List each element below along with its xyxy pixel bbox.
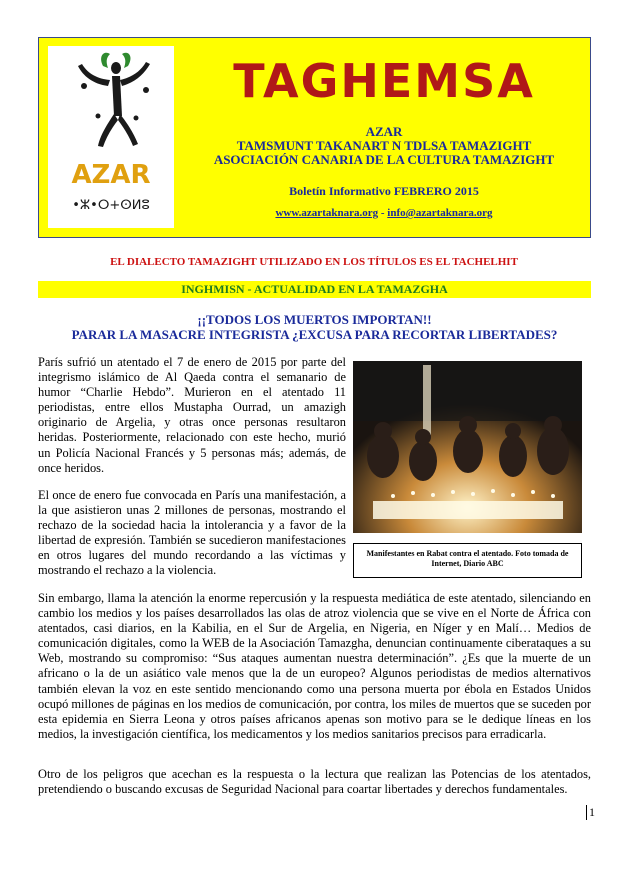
email-link[interactable]: info@azartaknara.org <box>387 207 493 219</box>
photo-caption: Manifestantes en Rabat contra el atentado. Foto tomada de Internet, Diario ABC <box>353 543 582 578</box>
paragraph-4: Otro de los peligros que acechan es la respuesta o la lectura que realizan las Potencias de los atentados, pretendiendo o buscando excusas de Seguridad Nacional para coartar libertades y derechos fundamentales. <box>38 767 591 797</box>
newsletter-title: TAGHEMSA <box>233 54 535 108</box>
section-title: INGHMISN - ACTUALIDAD EN LA TAMAZGHA <box>38 281 591 298</box>
protest-photo <box>353 361 582 533</box>
org-line-tamazight: TAMSMUNT TAKANART N TDLSA TAMAZIGHT <box>236 138 532 153</box>
dialect-note: EL DIALECTO TAMAZIGHT UTILIZADO EN LOS TÍTULOS ES EL TACHELHIT <box>110 256 518 268</box>
newsletter-header <box>38 37 591 238</box>
link-separator: - <box>378 207 388 219</box>
paragraph-2: El once de enero fue convocada en París una manifestación, a la que asistieron unas 2 millones de personas, mostrando el rechazo de la sociedad hacia la intolerancia y a favor de la libertad de expresión. También se sucedieron manifestaciones en otros lugares del mundo recordando a las víctimas y mostrando el rechazo a la violencia. <box>38 488 346 578</box>
logo-tifinagh: •ⵣ•ⵔ+ⵙⵍⵓ <box>72 198 150 213</box>
org-name: AZAR <box>365 124 403 139</box>
website-link[interactable]: www.azartaknara.org <box>275 207 379 219</box>
org-line-spanish: ASOCIACIÓN CANARIA DE LA CULTURA TAMAZIGHT <box>213 152 555 167</box>
headline-line1: ¡¡TODOS LOS MUERTOS IMPORTAN!! <box>197 312 432 327</box>
page-number: 1 <box>586 805 595 820</box>
azar-logo <box>48 46 174 228</box>
contact-links <box>179 206 589 221</box>
bulletin-date: Boletín Informativo FEBRERO 2015 <box>289 184 479 198</box>
paragraph-3: Sin embargo, llama la atención la enorme repercusión y la respuesta mediática de este atentado, silenciando en cambio los medios y los países desarrollados las olas de atroz violencia que se vive en el Norte de África con atentados, casi diarios, en la Kabilia, en el Sur de Argelia, en Nigeria, en Níger y en Malí… Medios de comunicación digitales, como la WEB de la Asociación Tamazgha, denuncian continuamente ciberataques a su Web, mostrando su compromiso: “Sus ataques aumentan nuestra determinación”. ¿Es que la muerte de un africano o la de un asiático vale menos que la de un europeo? Algunos periodistas de medios alternativos también elevan la voz en este sentido mencionando como una persona muerta por ébola en Estados Unidos ocupó millones de páginas en los medios de comunicación, por contra, los miles de muertos que se suceden por esta epidemia en Sierra Leona y otros países africanos apenas son motivo para se le dedique líneas en los medios, la investigación científica, los medicamentos y los medios sanitarios precisos para erradicarla. <box>38 591 591 741</box>
logo-text: AZAR <box>71 160 151 190</box>
paragraph-1: París sufrió un atentado el 7 de enero de 2015 por parte del integrismo islámico de Al Qaeda contra el semanario de humor “Charlie Hebdo”. Murieron en el atentado 11 periodistas, entre ellos Mustapha Ourrad, un amazigh originario de Argelia, y otras once personas resultaron heridas. Posteriormente, relacionado con este hecho, murió un Policía Nacional Francés y 5 personas más; además, de once heridos. <box>38 355 346 475</box>
headline-line2: PARAR LA MASACRE INTEGRISTA ¿EXCUSA PARA RECORTAR LIBERTADES? <box>71 327 558 342</box>
